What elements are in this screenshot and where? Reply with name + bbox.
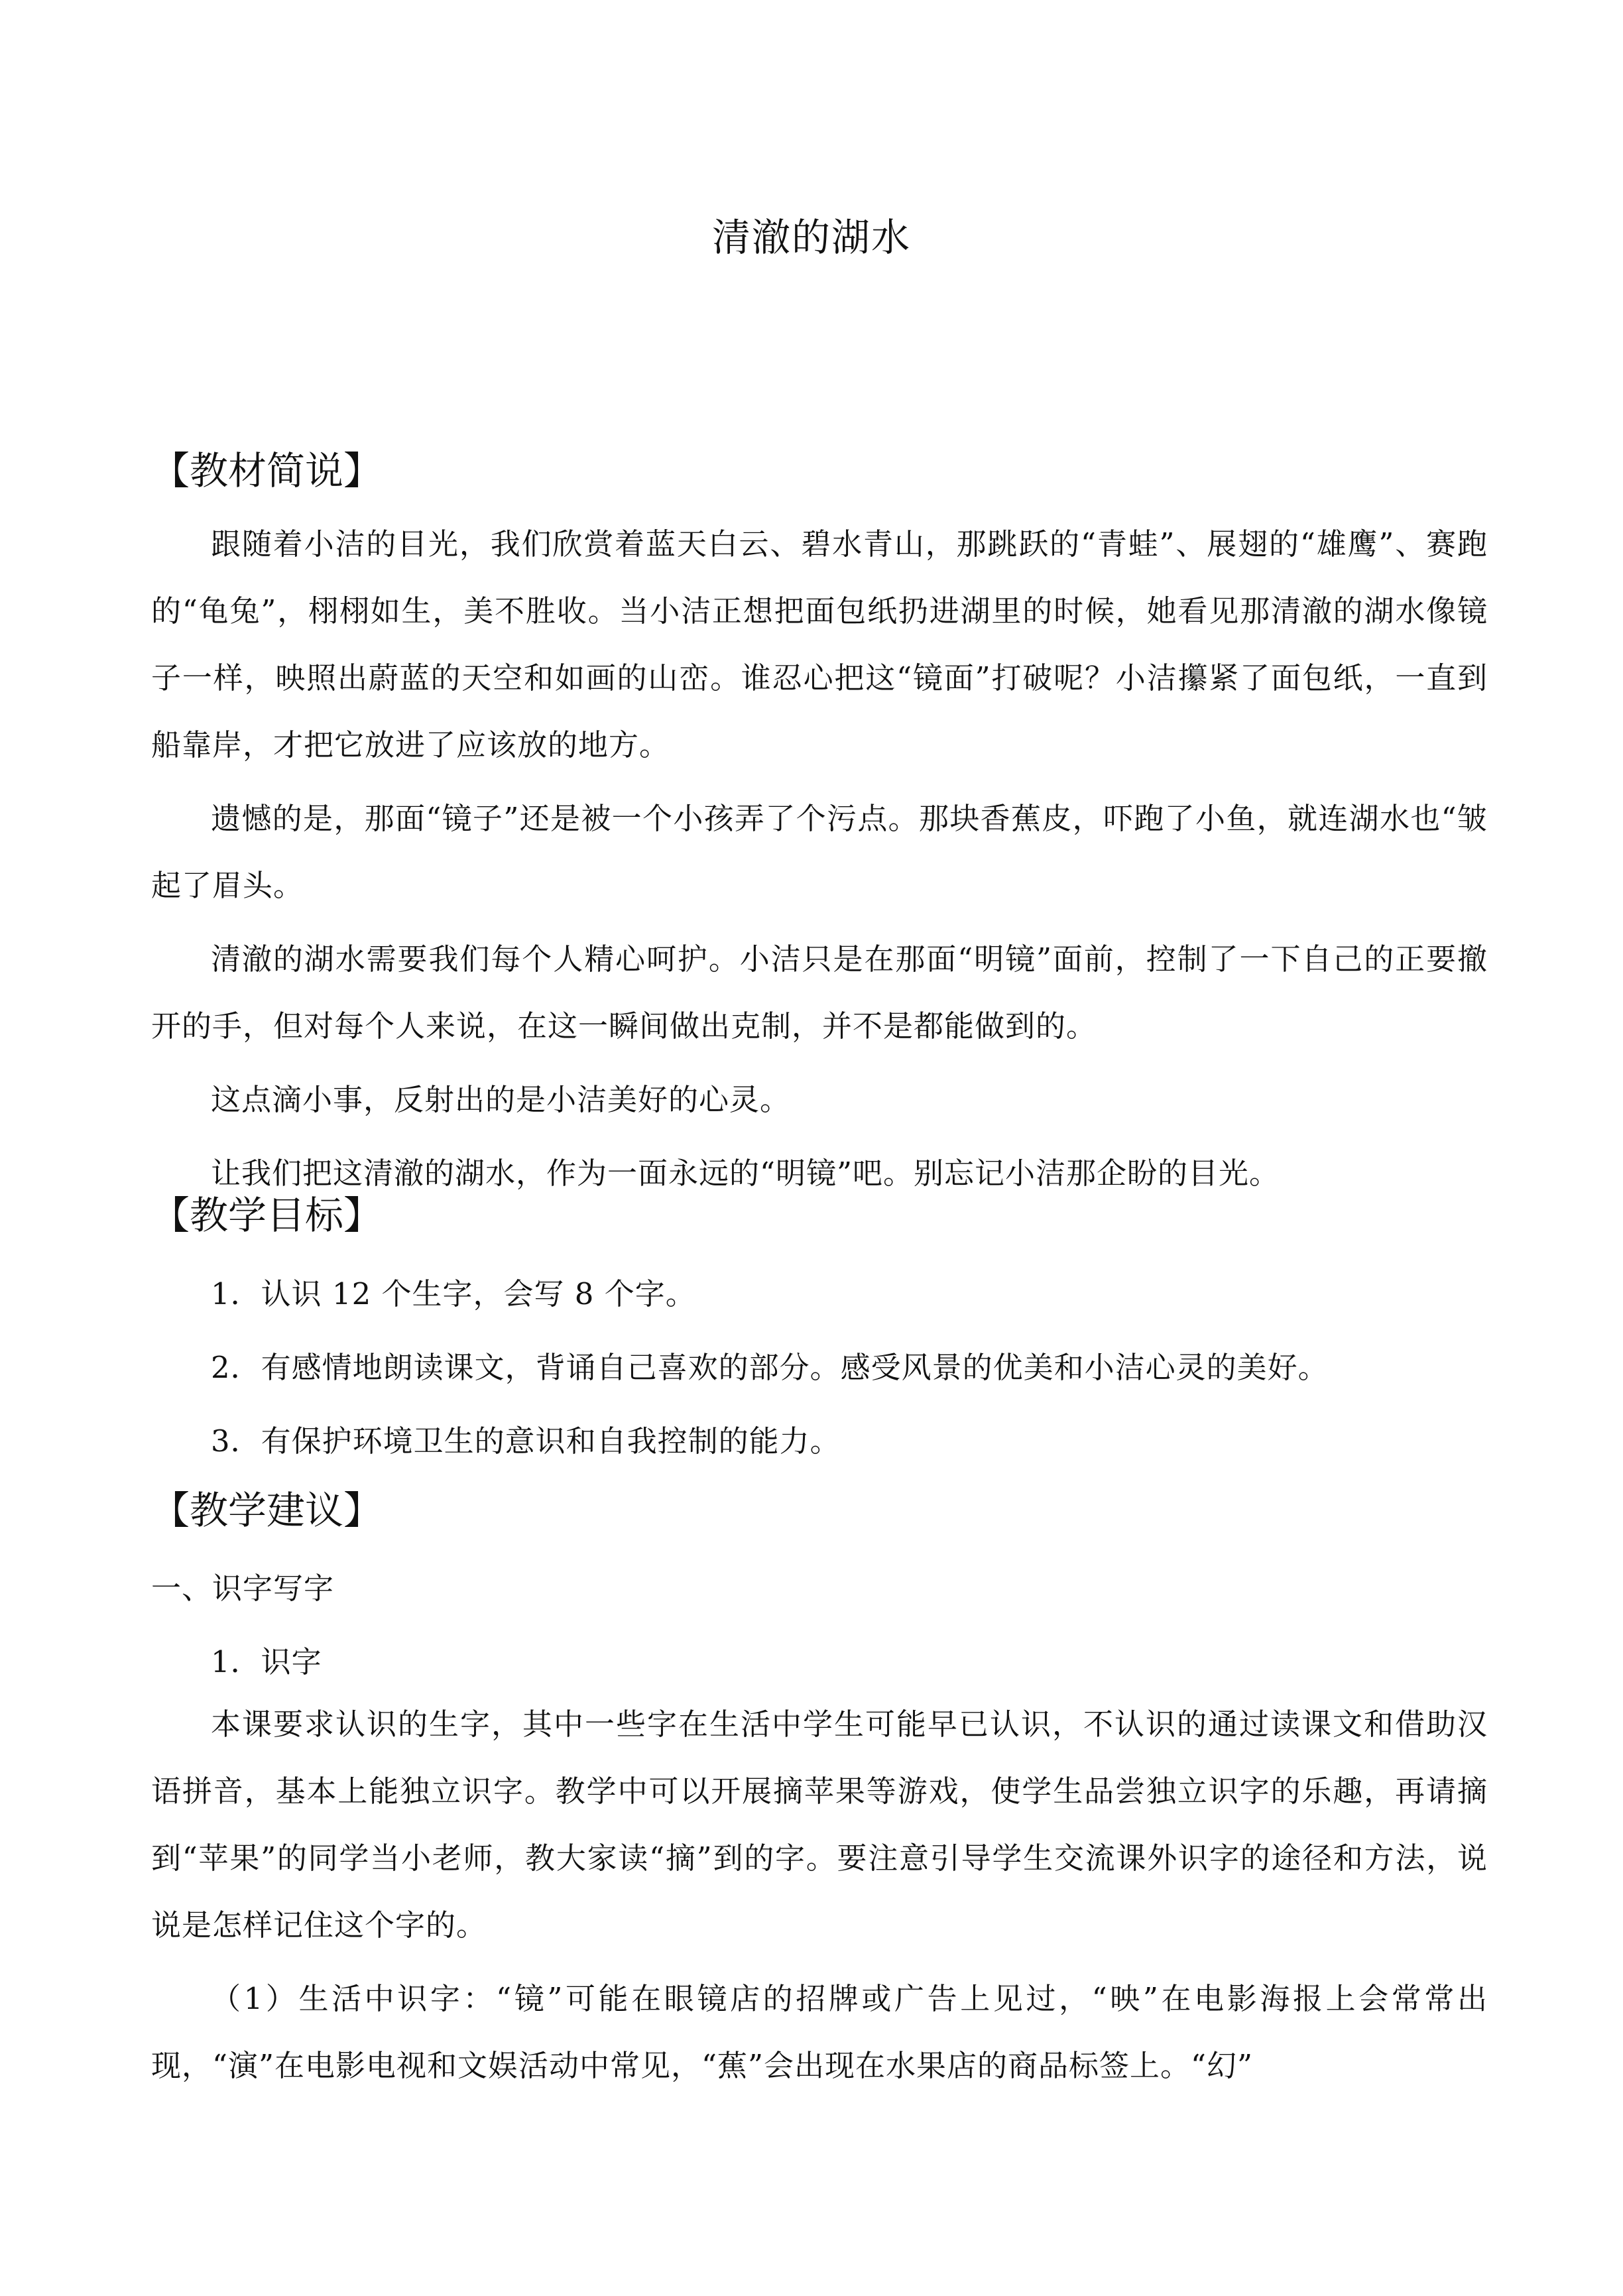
paragraph: 这点滴小事，反射出的是小洁美好的心灵。 (211, 1082, 791, 1117)
section-body-teaching-suggestions (151, 1691, 1488, 2099)
section-heading-teaching-goals: 【教学目标】 (151, 1193, 383, 1238)
subheading-literacy-writing: 一、识字写字 (151, 1571, 335, 1606)
section-heading-textbook-intro: 【教材简说】 (151, 448, 383, 493)
paragraph: 跟随着小洁的目光，我们欣赏着蓝天白云、碧水青山，那跳跃的“青蛙”、展翅的“雄鹰”、赛跑的“龟兔”，栩栩如生，美不胜收。当小洁正想把面包纸扔进湖里的时候，她看见那清澈的湖水像镜子一样，映照出蔚蓝的天空和如画的山峦。谁忍心把这“镜面”打破呢？小洁攥紧了面包纸，一直到船靠岸，才把它放进了应该放的地方。 (151, 526, 1488, 762)
subheading-literacy: 1．识字 (211, 1644, 322, 1679)
paragraph: 让我们把这清澈的湖水，作为一面永远的“明镜”吧。别忘记小洁那企盼的目光。 (211, 1156, 1280, 1191)
document-title: 清澈的湖水 (711, 215, 911, 260)
goal-item-1: 1．认识 12 个生字，会写 8 个字。 (211, 1276, 696, 1311)
section-body-textbook-intro (151, 511, 1488, 1207)
goal-item-2: 2．有感情地朗读课文，背诵自己喜欢的部分。感受风景的优美和小洁心灵的美好。 (211, 1350, 1329, 1385)
paragraph: 遗憾的是，那面“镜子”还是被一个小孩弄了个污点。那块香蕉皮，吓跑了小鱼，就连湖水也“皱起了眉头。 (151, 801, 1488, 903)
paragraph: 清澈的湖水需要我们每个人精心呵护。小洁只是在那面“明镜”面前，控制了一下自己的正要撤开的手，但对每个人来说，在这一瞬间做出克制，并不是都能做到的。 (151, 941, 1488, 1044)
paragraph: 本课要求认识的生字，其中一些字在生活中学生可能早已认识，不认识的通过读课文和借助汉语拼音，基本上能独立识字。教学中可以开展摘苹果等游戏，使学生品尝独立识字的乐趣，再请摘到“苹果”的同学当小老师，教大家读“摘”到的字。要注意引导学生交流课外识字的途径和方法，说说是怎样记住这个字的。 (151, 1707, 1488, 1943)
goal-item-3: 3．有保护环境卫生的意识和自我控制的能力。 (211, 1423, 841, 1459)
section-heading-teaching-suggestions: 【教学建议】 (151, 1488, 383, 1533)
paragraph: （1）生活中识字：“镜”可能在眼镜店的招牌或广告上见过，“映”在电影海报上会常常出现，“演”在电影电视和文娱活动中常见，“蕉”会出现在水果店的商品标签上。“幻” (151, 1981, 1488, 2083)
